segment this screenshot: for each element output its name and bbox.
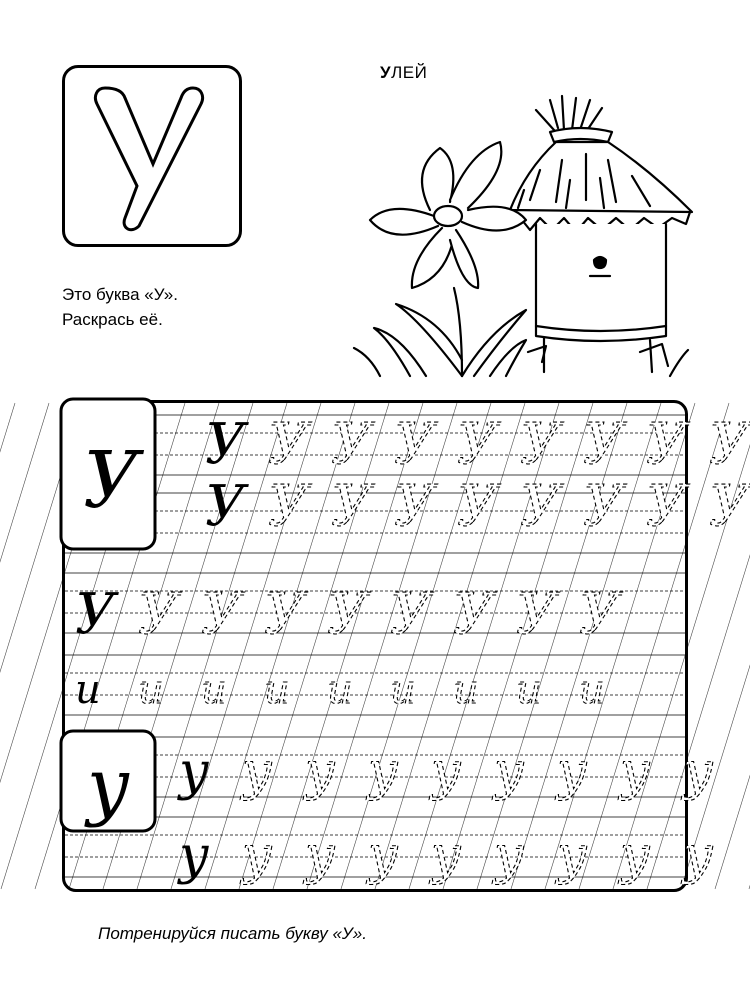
trace-glyph: У bbox=[709, 474, 750, 539]
trace-glyph: у bbox=[683, 742, 714, 802]
trace-glyph: у bbox=[620, 742, 651, 802]
trace-glyph: у bbox=[242, 826, 273, 886]
trace-glyph: У bbox=[394, 474, 435, 539]
trace-glyph: и bbox=[264, 667, 290, 713]
trace-glyph: У bbox=[264, 582, 305, 647]
trace-glyph: у bbox=[431, 826, 462, 886]
trace-glyph: У bbox=[646, 474, 687, 539]
trace-glyph: у bbox=[557, 742, 588, 802]
trace-glyph: и bbox=[138, 667, 164, 713]
trace-glyph: и bbox=[516, 667, 542, 713]
trace-glyph: у bbox=[179, 826, 210, 886]
trace-glyph: у bbox=[557, 826, 588, 886]
trace-glyph: У bbox=[583, 412, 624, 477]
trace-glyph: У bbox=[457, 412, 498, 477]
intro-text bbox=[62, 282, 178, 332]
trace-glyph: У bbox=[390, 582, 431, 647]
beehive-and-flower-drawing bbox=[350, 90, 690, 380]
practice-grid bbox=[65, 403, 750, 889]
trace-glyph: У bbox=[138, 582, 179, 647]
intro-line-2: Раскрась её. bbox=[62, 310, 163, 329]
trace-glyph: У bbox=[331, 412, 372, 477]
trace-glyph: У bbox=[331, 474, 372, 539]
trace-glyph: У bbox=[268, 412, 309, 477]
trace-glyph: у bbox=[368, 742, 399, 802]
trace-glyph: У bbox=[201, 582, 242, 647]
slant-line bbox=[0, 403, 49, 889]
trace-glyph: у bbox=[305, 742, 336, 802]
letter-u-outline-icon bbox=[65, 68, 241, 246]
slant-line bbox=[0, 403, 15, 889]
trace-glyph: и bbox=[75, 667, 101, 713]
letter-card bbox=[62, 65, 242, 247]
trace-glyph: у bbox=[494, 826, 525, 886]
model-lowercase-letter: у bbox=[87, 743, 130, 829]
model-capital-letter: У bbox=[83, 436, 140, 526]
trace-glyph: у bbox=[179, 742, 210, 802]
trace-glyph: и bbox=[201, 667, 227, 713]
intro-line-1: Это буква «У». bbox=[62, 285, 178, 304]
trace-glyph: у bbox=[431, 742, 462, 802]
trace-glyph: У bbox=[646, 412, 687, 477]
trace-glyph: у bbox=[620, 826, 651, 886]
trace-glyph: У bbox=[205, 412, 246, 477]
trace-glyph: У bbox=[457, 474, 498, 539]
trace-glyph: У bbox=[583, 474, 624, 539]
trace-glyph: у bbox=[242, 742, 273, 802]
word-label: УЛЕЙ bbox=[380, 63, 428, 82]
trace-glyph: У bbox=[205, 474, 246, 539]
trace-glyph: и bbox=[579, 667, 605, 713]
trace-glyph: у bbox=[368, 826, 399, 886]
trace-glyph: У bbox=[709, 412, 750, 477]
handwriting-practice-sheet bbox=[62, 400, 750, 892]
trace-glyph: У bbox=[579, 582, 620, 647]
trace-glyph: у bbox=[305, 826, 336, 886]
trace-glyph: У bbox=[520, 474, 561, 539]
trace-glyph: У bbox=[268, 474, 309, 539]
trace-glyph: У bbox=[75, 582, 116, 647]
trace-glyph: У bbox=[327, 582, 368, 647]
trace-glyph: у bbox=[494, 742, 525, 802]
trace-glyph: у bbox=[683, 826, 714, 886]
trace-glyph: и bbox=[390, 667, 416, 713]
trace-glyph: и bbox=[453, 667, 479, 713]
instruction-text: Потренируйся писать букву «У». bbox=[98, 924, 367, 943]
trace-glyph: У bbox=[516, 582, 557, 647]
trace-glyph: У bbox=[394, 412, 435, 477]
beehive-illustration bbox=[350, 90, 690, 385]
trace-glyph: У bbox=[520, 412, 561, 477]
trace-glyph: У bbox=[453, 582, 494, 647]
trace-glyph: и bbox=[327, 667, 353, 713]
